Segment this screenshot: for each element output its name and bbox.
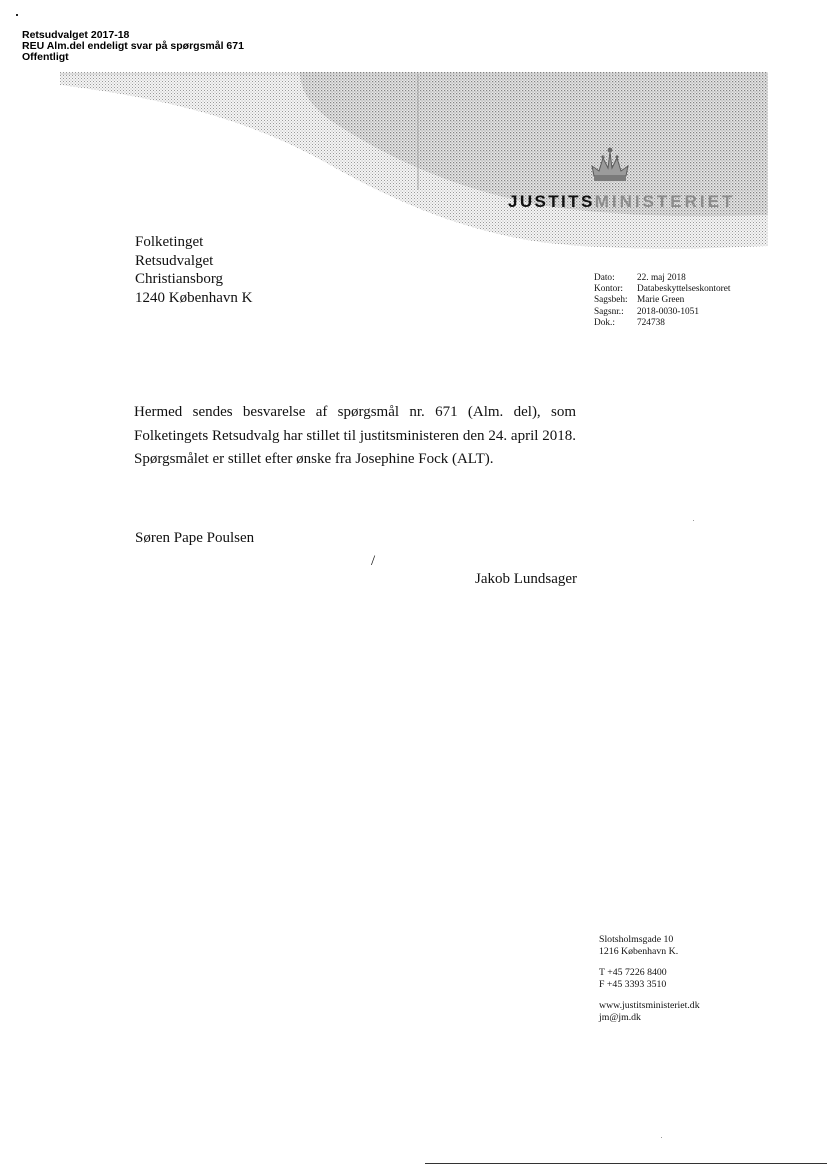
meta-value: 22. maj 2018 [637,273,686,283]
ministry-contact [599,934,700,1024]
contact-city: 1216 København K. [599,945,679,957]
ministry-wordmark-light: MINISTERIET [594,192,736,211]
meta-value: Marie Green [637,295,685,306]
letterhead-swoosh [0,0,827,270]
meta-value: Databeskyttelseskontoret [637,284,731,295]
meta-row-date [594,273,730,284]
contact-phone: T +45 7226 8400 [599,967,667,979]
meta-row-document [594,318,730,329]
recipient-line: Christiansborg [135,271,224,287]
ministry-wordmark [508,192,735,212]
case-metadata [594,273,730,329]
meta-label: Sagsnr.: [594,306,624,317]
meta-value: 2018-0030-1051 [637,306,699,317]
meta-row-office [594,284,730,295]
stamp-committee: Retsudvalget 2017-18 [22,29,130,41]
stamp-reference: REU Alm.del endeligt svar på spørgsmål 671 [22,40,244,52]
scan-speck [661,1137,662,1138]
recipient-line: 1240 København K [135,289,253,306]
scan-speck [693,520,694,521]
recipient-address [135,233,252,307]
recipient-line: Retsudvalget [135,252,214,269]
minister-signature: Søren Pape Poulsen [135,530,255,546]
meta-row-case-number [594,307,730,318]
crown-logo [588,146,632,184]
signature-separator: / [371,553,376,569]
contact-email: jm@jm.dk [599,1011,641,1023]
official-signature: Jakob Lundsager [475,571,578,587]
contact-website: www.justitsministeriet.dk [599,1000,700,1012]
meta-label: Kontor: [594,284,623,295]
meta-label: Dato: [594,273,615,283]
letter-body: Hermed sendes besvarelse af spørgsmål nr. 671 (Alm. del), som Folketingets Retsudvalg har stillet til justitsministeren den 24. april 2018. Spørgsmålet er stillet efter ønske fra Josephine Fock (ALT). [134,404,576,467]
recipient-line: Folketinget [135,234,204,250]
meta-value: 724738 [637,317,665,328]
meta-label: Dok.: [594,317,615,328]
meta-label: Sagsbeh: [594,295,628,306]
scan-edge-line [425,1163,827,1164]
contact-street: Slotsholmsgade 10 [599,934,674,945]
meta-row-case-officer [594,295,730,306]
stamp-status: Offentligt [22,51,69,63]
contact-fax: F +45 3393 3510 [599,978,667,990]
ministry-wordmark-bold: JUSTITS [508,192,595,211]
